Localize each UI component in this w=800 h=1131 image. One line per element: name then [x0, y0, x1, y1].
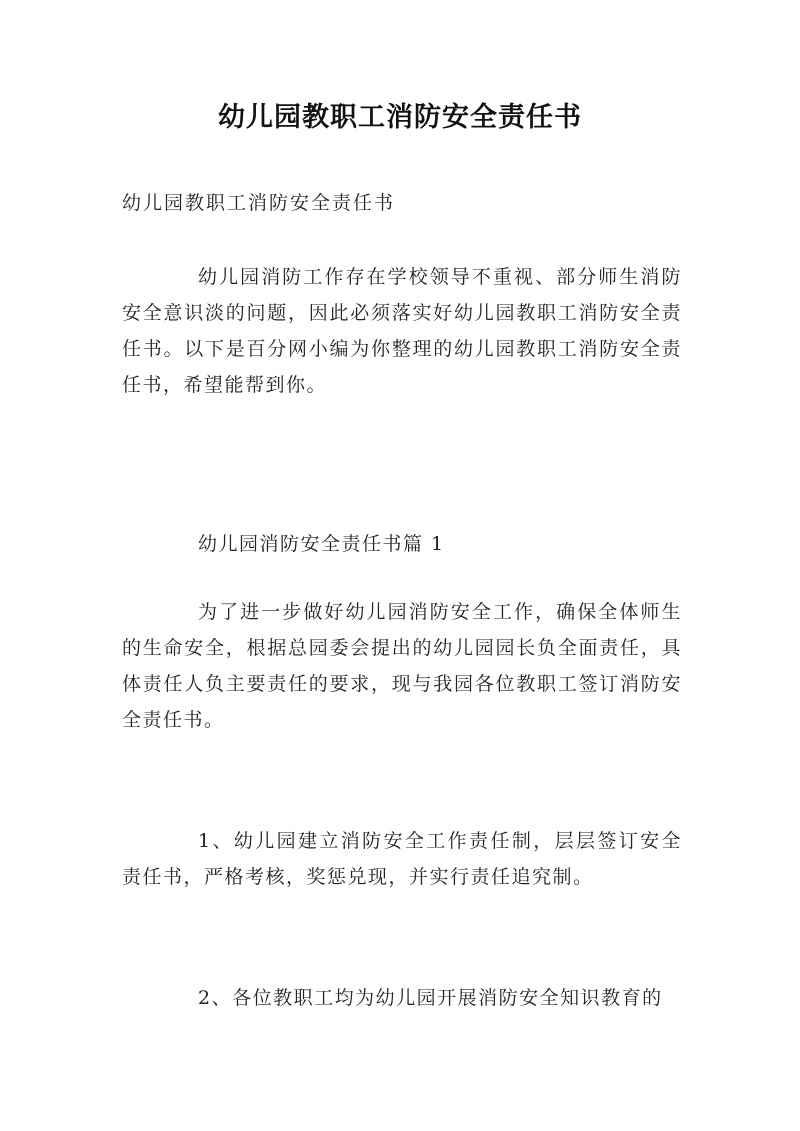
document-subtitle: 幼儿园教职工消防安全责任书	[122, 192, 396, 214]
section-intro-paragraph: 为了进一步做好幼儿园消防安全工作，确保全体师生的生命安全，根据总园委会提出的幼儿园园长负全面责任，具体责任人负主要责任的要求，现与我园各位教职工签订消防安全责任书。	[122, 601, 682, 731]
section-heading: 幼儿园消防安全责任书篇 1	[198, 533, 445, 555]
document-title: 幼儿园教职工消防安全责任书	[218, 102, 582, 133]
list-item: 2、各位教职工均为幼儿园开展消防安全知识教育的	[198, 987, 663, 1009]
intro-paragraph: 幼儿园消防工作存在学校领导不重视、部分师生消防安全意识淡的问题，因此必须落实好幼儿园教职工消防安全责任书。以下是百分网小编为你整理的幼儿园教职工消防安全责任书，希望能帮到你。	[122, 266, 682, 396]
list-item: 1、幼儿园建立消防安全工作责任制，层层签订安全责任书，严格考核，奖惩兑现，并实行责任追究制。	[122, 830, 682, 888]
